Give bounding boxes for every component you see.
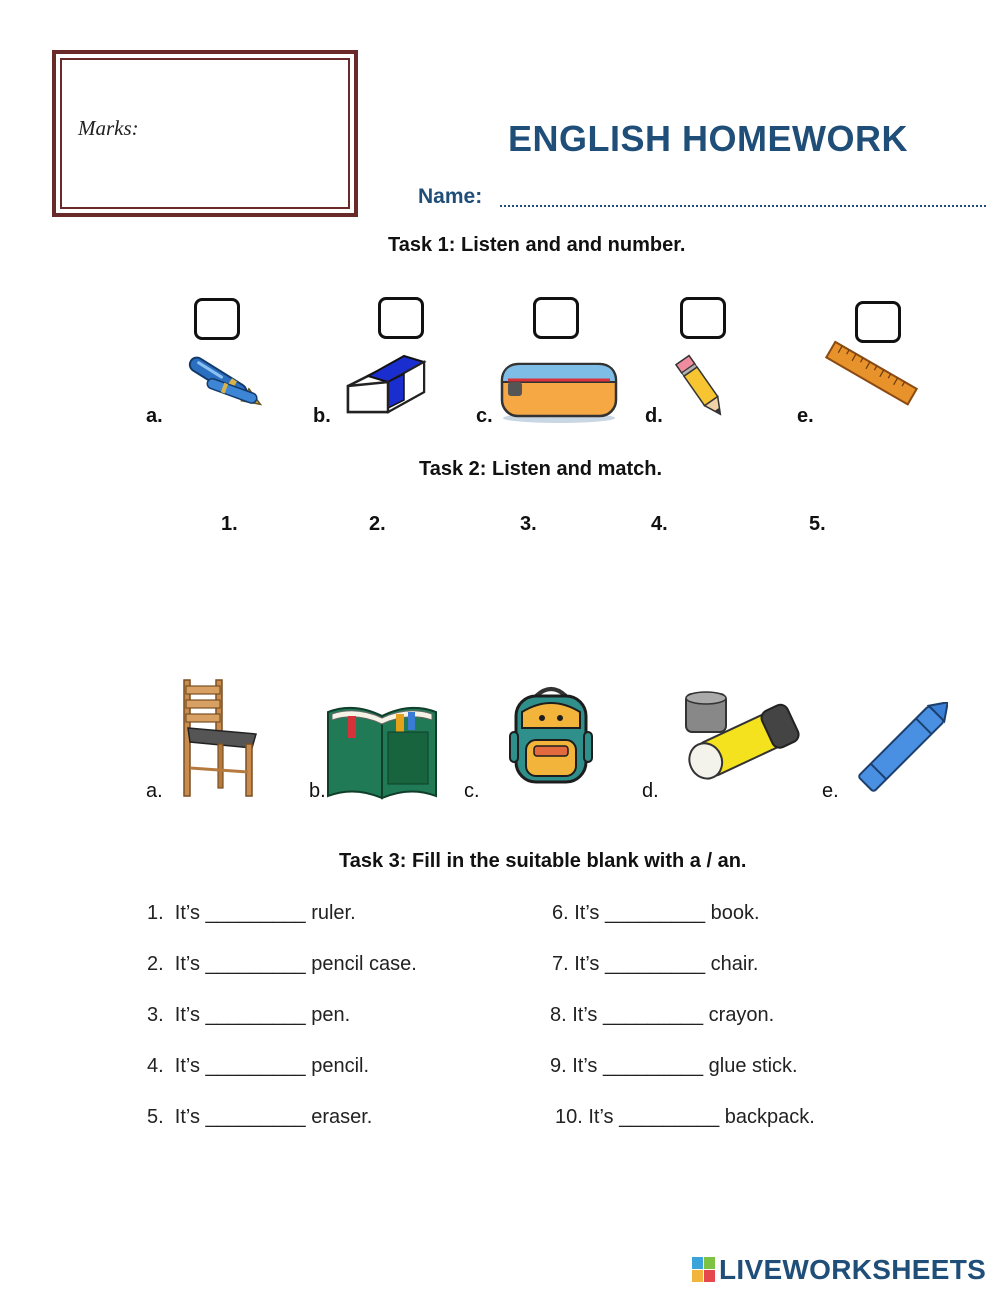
book-icon	[324, 702, 440, 800]
name-input-line[interactable]	[500, 205, 986, 207]
task2-title: Task 2: Listen and match.	[419, 458, 663, 480]
task2-number-4: 4.	[651, 513, 668, 535]
task3-sentence-8[interactable]: 8. It’s _________ crayon.	[550, 1004, 775, 1026]
task1-answer-box-d[interactable]	[680, 297, 726, 339]
name-label: Name:	[418, 185, 483, 208]
task3-sentence-3[interactable]: 3. It’s _________ pen.	[147, 1004, 351, 1026]
liveworksheets-logo[interactable]	[692, 1254, 986, 1286]
task3-sentence-7[interactable]: 7. It’s _________ chair.	[552, 953, 759, 975]
task2-number-3: 3.	[520, 513, 537, 535]
pencil-icon	[672, 354, 732, 422]
marks-box	[52, 50, 358, 217]
crayon-icon	[850, 702, 948, 800]
fountain-pen-icon	[178, 352, 274, 416]
page-title: ENGLISH HOMEWORK	[508, 118, 908, 159]
task1-letter-c: c.	[476, 405, 493, 427]
backpack-icon	[508, 684, 594, 786]
task3-sentence-5[interactable]: 5. It’s _________ eraser.	[147, 1106, 373, 1128]
task1-letter-d: d.	[645, 405, 663, 427]
task1-answer-box-e[interactable]	[855, 301, 901, 343]
liveworksheets-logo-icon	[692, 1257, 716, 1283]
task3-sentence-2[interactable]: 2. It’s _________ pencil case.	[147, 953, 417, 975]
task3-sentence-4[interactable]: 4. It’s _________ pencil.	[147, 1055, 370, 1077]
task2-number-5: 5.	[809, 513, 826, 535]
task2-letter-c: c.	[464, 780, 480, 802]
task3-sentence-9[interactable]: 9. It’s _________ glue stick.	[550, 1055, 798, 1077]
task1-answer-box-a[interactable]	[194, 298, 240, 340]
eraser-icon	[344, 352, 428, 424]
ruler-icon	[822, 338, 920, 410]
task1-answer-box-b[interactable]	[378, 297, 424, 339]
task1-letter-a: a.	[146, 405, 163, 427]
task3-sentence-6[interactable]: 6. It’s _________ book.	[552, 902, 760, 924]
task1-answer-box-c[interactable]	[533, 297, 579, 339]
task2-letter-b: b.	[309, 780, 326, 802]
task2-number-1: 1.	[221, 513, 238, 535]
task2-letter-a: a.	[146, 780, 163, 802]
task1-letter-b: b.	[313, 405, 331, 427]
task3-title: Task 3: Fill in the suitable blank with a / an.	[339, 850, 747, 872]
task2-letter-d: d.	[642, 780, 659, 802]
chair-icon	[178, 678, 260, 798]
task3-sentence-1[interactable]: 1. It’s _________ ruler.	[147, 902, 356, 924]
task1-letter-e: e.	[797, 405, 814, 427]
marks-label: Marks:	[78, 116, 139, 140]
task3-sentence-10[interactable]: 10. It’s _________ backpack.	[555, 1106, 815, 1128]
task1-title: Task 1: Listen and and number.	[388, 234, 686, 256]
pencil-case-icon	[498, 358, 620, 424]
glue-stick-icon	[680, 688, 804, 782]
logo-text: LIVEWORKSHEETS	[719, 1254, 987, 1285]
task2-letter-e: e.	[822, 780, 839, 802]
task2-number-2: 2.	[369, 513, 386, 535]
